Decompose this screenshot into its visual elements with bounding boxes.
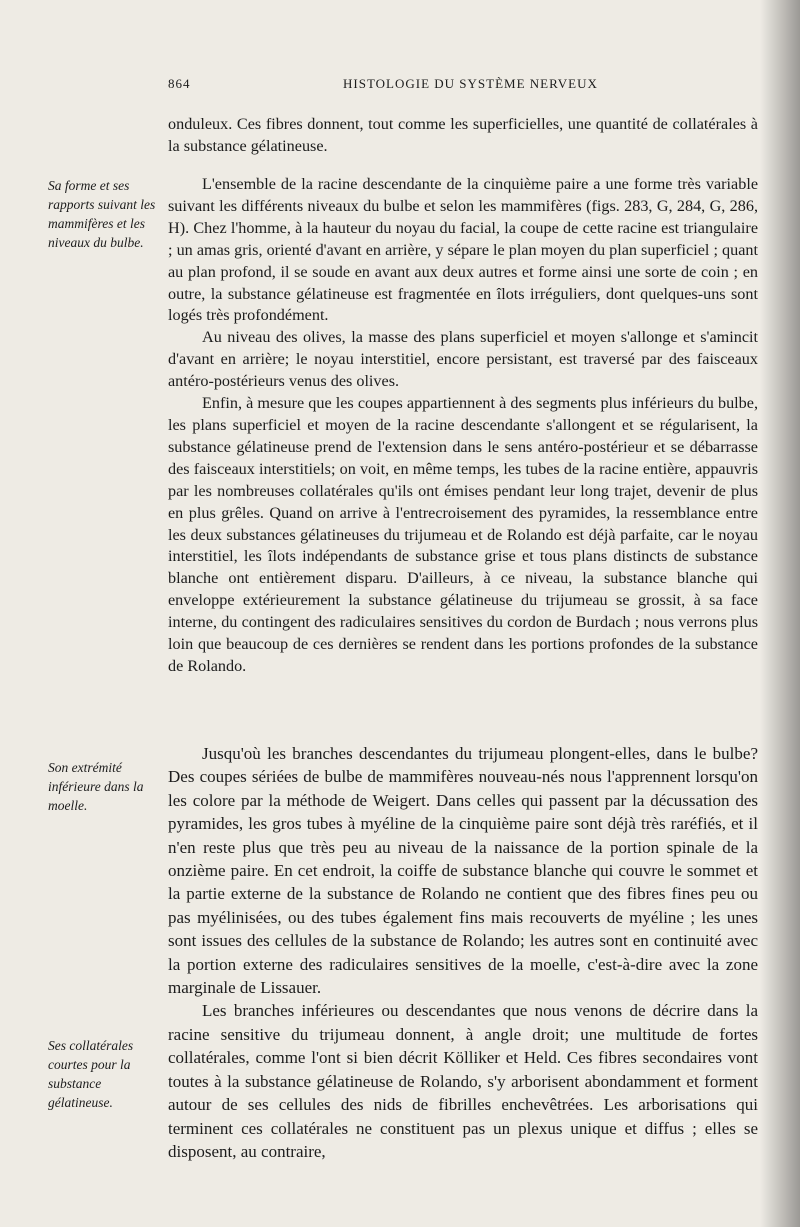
text-block-continuation (168, 114, 758, 158)
margin-note-shape: Sa forme et ses rapports suivant les mammifères et les niveaux du bulbe. (48, 178, 156, 250)
paragraph: L'ensemble de la racine descendante de la cinquième paire a une forme très variable suivant les différents niveaux du bulbe et selon les mammifères (figs. 283, G, 284, G, 286, H). Chez l'homme, à la hauteur du noyau du facial, la coupe de cette racine est triangulaire ; un amas gris, orienté d'avant en arrière, y sépare le plan moyen du plan superficiel ; quant au plan profond, il se soude en avant aux deux autres et forme ainsi une sorte de coin ; en outre, la substance gélatineuse est fragmentée en îlots irréguliers, dont quelques-uns sont logés très profondément. (168, 175, 758, 325)
paragraph: Jusqu'où les branches descendantes du trijumeau plongent-elles, dans le bulbe? Des coupes sériées de bulbe de mammifères nouveau-nés nous l'apprennent lorsqu'on les colore par la méthode de Weigert. Dans celles qui passent par la décussation des pyramides, les gros tubes à myéline de la cinquième paire sont déjà très raréfiés, et il n'en reste plus que très peu au niveau de la naissance de la portion spinale de la onzième paire. En cet endroit, la coiffe de substance blanche qui couvre le sommet et la partie externe de la substance de Rolando ne contient que des fibres fines peu ou pas myélinisées, ou des tubes également fins mais recouverts de myéline ; les unes sont issues des cellules de la substance de Rolando; les autres sont en continuité avec la portion externe des radiculaires sensitives de la moelle, c'est-à-dire avec la zone marginale de Lissauer. (168, 744, 758, 998)
margin-note-collaterals: Ses collatérales courtes pour la substance gélatineuse. (48, 1038, 134, 1110)
margin-note-lower-end: Son extrémité inférieure dans la moelle. (48, 760, 144, 813)
paragraph: Les branches inférieures ou descendantes que nous venons de décrire dans la racine sensitive du trijumeau donnent, à angle droit; une multitude de fortes collatérales, comme l'ont si bien décrit Kölliker et Held. Ces fibres secondaires vont toutes à la substance gélatineuse de Rolando, s'y arborisent abondamment et forment autour de ses cellules des nids de fibrilles enchevêtrées. Les arborisations qui terminent ces collatérales ne constituent pas un plexus unique et diffus ; elles se disposent, au contraire, (168, 1001, 758, 1161)
page-number: 864 (168, 76, 191, 91)
paragraph: Enfin, à mesure que les coupes appartiennent à des segments plus inférieurs du bulbe, les plans superficiel et moyen de la racine descendante s'allongent et se régularisent, la substance gélatineuse prend de l'extension dans le sens antéro-postérieur et se débarrasse des faisceaux interstitiels; on voit, en même temps, les tubes de la racine entière, appauvris par les nombreuses collatérales qu'ils ont émises pendant leur long trajet, devenir de plus en plus grêles. Quand on arrive à l'entrecroisement des pyramides, la ressemblance entre les deux substances gélatineuses du trijumeau et de Rolando est déjà parfaite, car le noyau interstitiel, les îlots indépendants de substance grise et tous plans distincts de substance blanche ont entièrement disparu. D'ailleurs, à ce niveau, la substance blanche qui enveloppe extérieurement la substance gélatineuse du trijumeau se grossit, à sa face interne, du contingent des radiculaires sensitives du cordon de Burdach ; nous verrons plus loin que beaucoup de ces dernières se rendent dans les portions profondes de la substance de Rolando. (168, 394, 758, 675)
text-block-middle (168, 174, 758, 678)
paragraph: onduleux. Ces fibres donnent, tout comme les superficielles, une quantité de collatérales à la substance gélatineuse. (168, 115, 758, 155)
paragraph: Au niveau des olives, la masse des plans superficiel et moyen s'allonge et s'amincit d'avant en arrière; le noyau interstitiel, encore persistant, est traversé par des faisceaux antéro-postérieurs venus des olives. (168, 328, 758, 391)
running-title: HISTOLOGIE DU SYSTÈME NERVEUX (343, 76, 598, 91)
page-edge-shadow (760, 0, 800, 1227)
text-block-lower (168, 742, 758, 1163)
page-header (168, 76, 758, 96)
